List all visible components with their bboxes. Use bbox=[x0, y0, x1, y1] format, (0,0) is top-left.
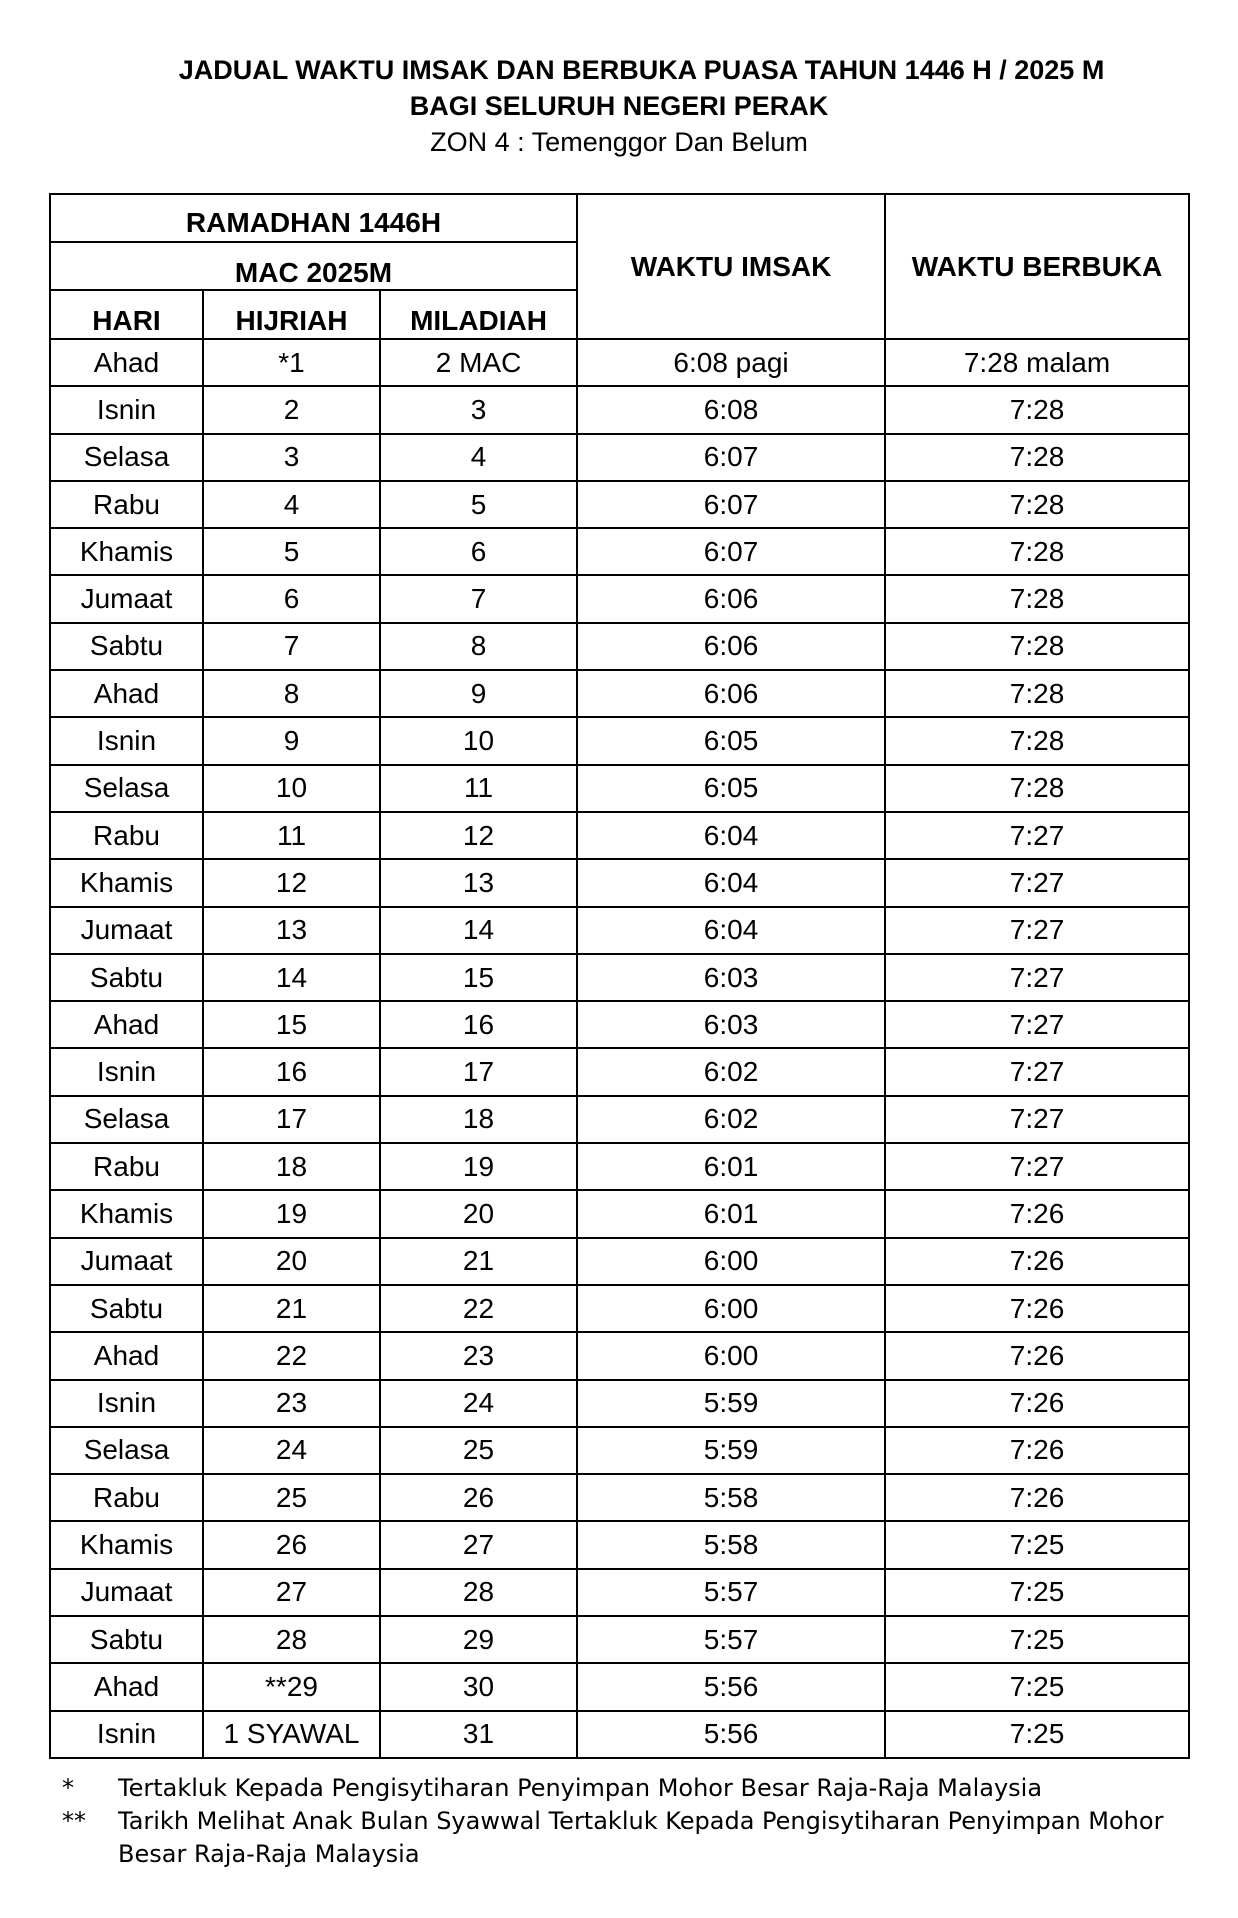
cell-miladiah: 7 bbox=[380, 575, 577, 622]
cell-imsak: 6:05 bbox=[577, 717, 885, 764]
cell-hari: Isnin bbox=[50, 1048, 203, 1095]
footnotes bbox=[62, 1772, 1182, 1871]
cell-berbuka: 7:27 bbox=[885, 812, 1189, 859]
cell-hijriah: 16 bbox=[203, 1048, 380, 1095]
cell-hijriah: 26 bbox=[203, 1521, 380, 1568]
cell-imsak: 6:02 bbox=[577, 1096, 885, 1143]
cell-hijriah: **29 bbox=[203, 1663, 380, 1710]
table-row bbox=[50, 1001, 1189, 1048]
table-row bbox=[50, 434, 1189, 481]
cell-hari: Selasa bbox=[50, 765, 203, 812]
cell-hijriah: 22 bbox=[203, 1332, 380, 1379]
cell-berbuka: 7:26 bbox=[885, 1285, 1189, 1332]
cell-miladiah: 10 bbox=[380, 717, 577, 764]
header-ramadhan: RAMADHAN 1446H bbox=[50, 194, 577, 242]
cell-hijriah: 15 bbox=[203, 1001, 380, 1048]
cell-hari: Selasa bbox=[50, 434, 203, 481]
cell-hari: Rabu bbox=[50, 1143, 203, 1190]
cell-hijriah: 18 bbox=[203, 1143, 380, 1190]
table-row bbox=[50, 1285, 1189, 1332]
table-row bbox=[50, 1616, 1189, 1663]
cell-hari: Ahad bbox=[50, 1332, 203, 1379]
footnote-1 bbox=[62, 1772, 1182, 1805]
cell-miladiah: 11 bbox=[380, 765, 577, 812]
cell-hari: Jumaat bbox=[50, 575, 203, 622]
cell-imsak: 6:08 bbox=[577, 386, 885, 433]
table-row bbox=[50, 1096, 1189, 1143]
header-waktu-berbuka: WAKTU BERBUKA bbox=[885, 194, 1189, 339]
table-row bbox=[50, 812, 1189, 859]
cell-berbuka: 7:28 bbox=[885, 386, 1189, 433]
cell-berbuka: 7:27 bbox=[885, 1096, 1189, 1143]
cell-miladiah: 8 bbox=[380, 623, 577, 670]
cell-hari: Isnin bbox=[50, 1711, 203, 1758]
cell-hari: Isnin bbox=[50, 386, 203, 433]
cell-berbuka: 7:26 bbox=[885, 1190, 1189, 1237]
cell-hari: Sabtu bbox=[50, 954, 203, 1001]
cell-imsak: 5:57 bbox=[577, 1616, 885, 1663]
cell-hijriah: 12 bbox=[203, 859, 380, 906]
zone-subtitle: ZON 4 : Temenggor Dan Belum bbox=[430, 127, 808, 157]
cell-hari: Rabu bbox=[50, 812, 203, 859]
table-row bbox=[50, 1569, 1189, 1616]
table-row bbox=[50, 1521, 1189, 1568]
schedule-body bbox=[50, 339, 1189, 1758]
cell-miladiah: 19 bbox=[380, 1143, 577, 1190]
cell-hijriah: 28 bbox=[203, 1616, 380, 1663]
cell-imsak: 6:07 bbox=[577, 434, 885, 481]
cell-berbuka: 7:25 bbox=[885, 1711, 1189, 1758]
cell-miladiah: 23 bbox=[380, 1332, 577, 1379]
cell-imsak: 6:08 pagi bbox=[577, 339, 885, 386]
cell-imsak: 6:00 bbox=[577, 1332, 885, 1379]
cell-miladiah: 21 bbox=[380, 1238, 577, 1285]
cell-hari: Sabtu bbox=[50, 1616, 203, 1663]
cell-hari: Sabtu bbox=[50, 1285, 203, 1332]
cell-miladiah: 28 bbox=[380, 1569, 577, 1616]
cell-miladiah: 22 bbox=[380, 1285, 577, 1332]
cell-imsak: 5:59 bbox=[577, 1380, 885, 1427]
cell-hijriah: 3 bbox=[203, 434, 380, 481]
cell-berbuka: 7:25 bbox=[885, 1569, 1189, 1616]
header-hijriah: HIJRIAH bbox=[203, 290, 380, 339]
cell-hari: Jumaat bbox=[50, 907, 203, 954]
cell-hari: Isnin bbox=[50, 1380, 203, 1427]
table-row bbox=[50, 339, 1189, 386]
cell-imsak: 5:56 bbox=[577, 1711, 885, 1758]
cell-berbuka: 7:27 bbox=[885, 1001, 1189, 1048]
cell-hijriah: 1 SYAWAL bbox=[203, 1711, 380, 1758]
table-row bbox=[50, 1238, 1189, 1285]
cell-berbuka: 7:28 bbox=[885, 670, 1189, 717]
cell-hari: Ahad bbox=[50, 1001, 203, 1048]
header-hari: HARI bbox=[50, 290, 203, 339]
cell-imsak: 6:01 bbox=[577, 1190, 885, 1237]
table-row bbox=[50, 1332, 1189, 1379]
cell-hijriah: 11 bbox=[203, 812, 380, 859]
cell-miladiah: 3 bbox=[380, 386, 577, 433]
table-row bbox=[50, 1048, 1189, 1095]
cell-hijriah: 5 bbox=[203, 528, 380, 575]
cell-hari: Selasa bbox=[50, 1427, 203, 1474]
footnote-2 bbox=[62, 1805, 1182, 1871]
cell-berbuka: 7:26 bbox=[885, 1380, 1189, 1427]
table-row bbox=[50, 859, 1189, 906]
cell-imsak: 6:06 bbox=[577, 623, 885, 670]
cell-hari: Khamis bbox=[50, 528, 203, 575]
cell-miladiah: 6 bbox=[380, 528, 577, 575]
cell-hijriah: 9 bbox=[203, 717, 380, 764]
cell-hijriah: 10 bbox=[203, 765, 380, 812]
cell-miladiah: 20 bbox=[380, 1190, 577, 1237]
cell-imsak: 5:57 bbox=[577, 1569, 885, 1616]
table-row bbox=[50, 575, 1189, 622]
cell-miladiah: 30 bbox=[380, 1663, 577, 1710]
table-row bbox=[50, 1190, 1189, 1237]
cell-imsak: 6:07 bbox=[577, 481, 885, 528]
cell-berbuka: 7:28 bbox=[885, 765, 1189, 812]
cell-hijriah: 19 bbox=[203, 1190, 380, 1237]
cell-berbuka: 7:27 bbox=[885, 954, 1189, 1001]
header-miladiah: MILADIAH bbox=[380, 290, 577, 339]
header-mac: MAC 2025M bbox=[50, 242, 577, 290]
table-row bbox=[50, 717, 1189, 764]
cell-hari: Rabu bbox=[50, 1474, 203, 1521]
cell-hijriah: *1 bbox=[203, 339, 380, 386]
cell-hijriah: 6 bbox=[203, 575, 380, 622]
cell-hari: Ahad bbox=[50, 339, 203, 386]
cell-miladiah: 26 bbox=[380, 1474, 577, 1521]
header-waktu-imsak: WAKTU IMSAK bbox=[577, 194, 885, 339]
footnote-mark: ** bbox=[62, 1807, 86, 1835]
document-header bbox=[0, 52, 1238, 160]
cell-hari: Ahad bbox=[50, 670, 203, 717]
cell-imsak: 5:58 bbox=[577, 1474, 885, 1521]
cell-berbuka: 7:26 bbox=[885, 1427, 1189, 1474]
cell-miladiah: 15 bbox=[380, 954, 577, 1001]
table-row bbox=[50, 1711, 1189, 1758]
cell-hijriah: 20 bbox=[203, 1238, 380, 1285]
table-row bbox=[50, 954, 1189, 1001]
table-row bbox=[50, 670, 1189, 717]
cell-hijriah: 13 bbox=[203, 907, 380, 954]
cell-berbuka: 7:26 bbox=[885, 1332, 1189, 1379]
cell-hijriah: 23 bbox=[203, 1380, 380, 1427]
cell-miladiah: 12 bbox=[380, 812, 577, 859]
cell-miladiah: 29 bbox=[380, 1616, 577, 1663]
cell-hari: Khamis bbox=[50, 1521, 203, 1568]
cell-berbuka: 7:27 bbox=[885, 1048, 1189, 1095]
cell-miladiah: 9 bbox=[380, 670, 577, 717]
cell-hijriah: 17 bbox=[203, 1096, 380, 1143]
table-row bbox=[50, 1380, 1189, 1427]
cell-hijriah: 27 bbox=[203, 1569, 380, 1616]
table-row bbox=[50, 765, 1189, 812]
cell-miladiah: 24 bbox=[380, 1380, 577, 1427]
cell-hari: Jumaat bbox=[50, 1569, 203, 1616]
cell-hari: Sabtu bbox=[50, 623, 203, 670]
cell-berbuka: 7:27 bbox=[885, 859, 1189, 906]
footnote-mark: * bbox=[62, 1774, 74, 1802]
table-row bbox=[50, 1474, 1189, 1521]
cell-hijriah: 8 bbox=[203, 670, 380, 717]
cell-imsak: 6:00 bbox=[577, 1285, 885, 1332]
cell-hijriah: 4 bbox=[203, 481, 380, 528]
cell-berbuka: 7:27 bbox=[885, 1143, 1189, 1190]
cell-hari: Khamis bbox=[50, 859, 203, 906]
cell-hari: Isnin bbox=[50, 717, 203, 764]
cell-miladiah: 2 MAC bbox=[380, 339, 577, 386]
cell-hijriah: 7 bbox=[203, 623, 380, 670]
cell-berbuka: 7:25 bbox=[885, 1616, 1189, 1663]
cell-imsak: 6:05 bbox=[577, 765, 885, 812]
cell-berbuka: 7:25 bbox=[885, 1663, 1189, 1710]
cell-imsak: 6:01 bbox=[577, 1143, 885, 1190]
table-row bbox=[50, 1427, 1189, 1474]
table-row bbox=[50, 386, 1189, 433]
cell-imsak: 6:03 bbox=[577, 1001, 885, 1048]
cell-berbuka: 7:26 bbox=[885, 1238, 1189, 1285]
cell-miladiah: 14 bbox=[380, 907, 577, 954]
cell-berbuka: 7:28 malam bbox=[885, 339, 1189, 386]
cell-hijriah: 24 bbox=[203, 1427, 380, 1474]
cell-berbuka: 7:28 bbox=[885, 575, 1189, 622]
table-row bbox=[50, 1663, 1189, 1710]
cell-berbuka: 7:25 bbox=[885, 1521, 1189, 1568]
table-row bbox=[50, 481, 1189, 528]
cell-berbuka: 7:26 bbox=[885, 1474, 1189, 1521]
cell-hari: Jumaat bbox=[50, 1238, 203, 1285]
cell-berbuka: 7:28 bbox=[885, 528, 1189, 575]
cell-miladiah: 5 bbox=[380, 481, 577, 528]
cell-imsak: 6:07 bbox=[577, 528, 885, 575]
table-row bbox=[50, 907, 1189, 954]
cell-hijriah: 14 bbox=[203, 954, 380, 1001]
cell-imsak: 5:58 bbox=[577, 1521, 885, 1568]
cell-imsak: 6:03 bbox=[577, 954, 885, 1001]
cell-imsak: 6:04 bbox=[577, 859, 885, 906]
cell-hari: Rabu bbox=[50, 481, 203, 528]
title-line-2: BAGI SELURUH NEGERI PERAK bbox=[409, 91, 829, 121]
cell-hari: Ahad bbox=[50, 1663, 203, 1710]
cell-imsak: 6:06 bbox=[577, 670, 885, 717]
cell-berbuka: 7:27 bbox=[885, 907, 1189, 954]
cell-berbuka: 7:28 bbox=[885, 623, 1189, 670]
cell-imsak: 6:04 bbox=[577, 812, 885, 859]
schedule-table bbox=[49, 193, 1190, 1759]
cell-miladiah: 18 bbox=[380, 1096, 577, 1143]
cell-imsak: 6:02 bbox=[577, 1048, 885, 1095]
cell-miladiah: 31 bbox=[380, 1711, 577, 1758]
cell-imsak: 6:00 bbox=[577, 1238, 885, 1285]
cell-berbuka: 7:28 bbox=[885, 481, 1189, 528]
cell-hari: Khamis bbox=[50, 1190, 203, 1237]
cell-miladiah: 16 bbox=[380, 1001, 577, 1048]
cell-imsak: 5:59 bbox=[577, 1427, 885, 1474]
cell-hijriah: 25 bbox=[203, 1474, 380, 1521]
cell-miladiah: 17 bbox=[380, 1048, 577, 1095]
footnote-text: Tertakluk Kepada Pengisytiharan Penyimpan Mohor Besar Raja-Raja Malaysia bbox=[118, 1774, 1043, 1802]
cell-hari: Selasa bbox=[50, 1096, 203, 1143]
cell-imsak: 6:06 bbox=[577, 575, 885, 622]
cell-miladiah: 13 bbox=[380, 859, 577, 906]
table-row bbox=[50, 528, 1189, 575]
cell-miladiah: 27 bbox=[380, 1521, 577, 1568]
cell-berbuka: 7:28 bbox=[885, 434, 1189, 481]
footnote-text: Tarikh Melihat Anak Bulan Syawwal Tertakluk Kepada Pengisytiharan Penyimpan Mohor Besar Raja-Raja Malaysia bbox=[118, 1807, 1164, 1868]
cell-imsak: 5:56 bbox=[577, 1663, 885, 1710]
title-line-1: JADUAL WAKTU IMSAK DAN BERBUKA PUASA TAHUN 1446 H / 2025 M bbox=[178, 55, 1105, 85]
cell-miladiah: 4 bbox=[380, 434, 577, 481]
cell-miladiah: 25 bbox=[380, 1427, 577, 1474]
cell-hijriah: 2 bbox=[203, 386, 380, 433]
cell-berbuka: 7:28 bbox=[885, 717, 1189, 764]
cell-hijriah: 21 bbox=[203, 1285, 380, 1332]
table-row bbox=[50, 623, 1189, 670]
table-row bbox=[50, 1143, 1189, 1190]
cell-imsak: 6:04 bbox=[577, 907, 885, 954]
